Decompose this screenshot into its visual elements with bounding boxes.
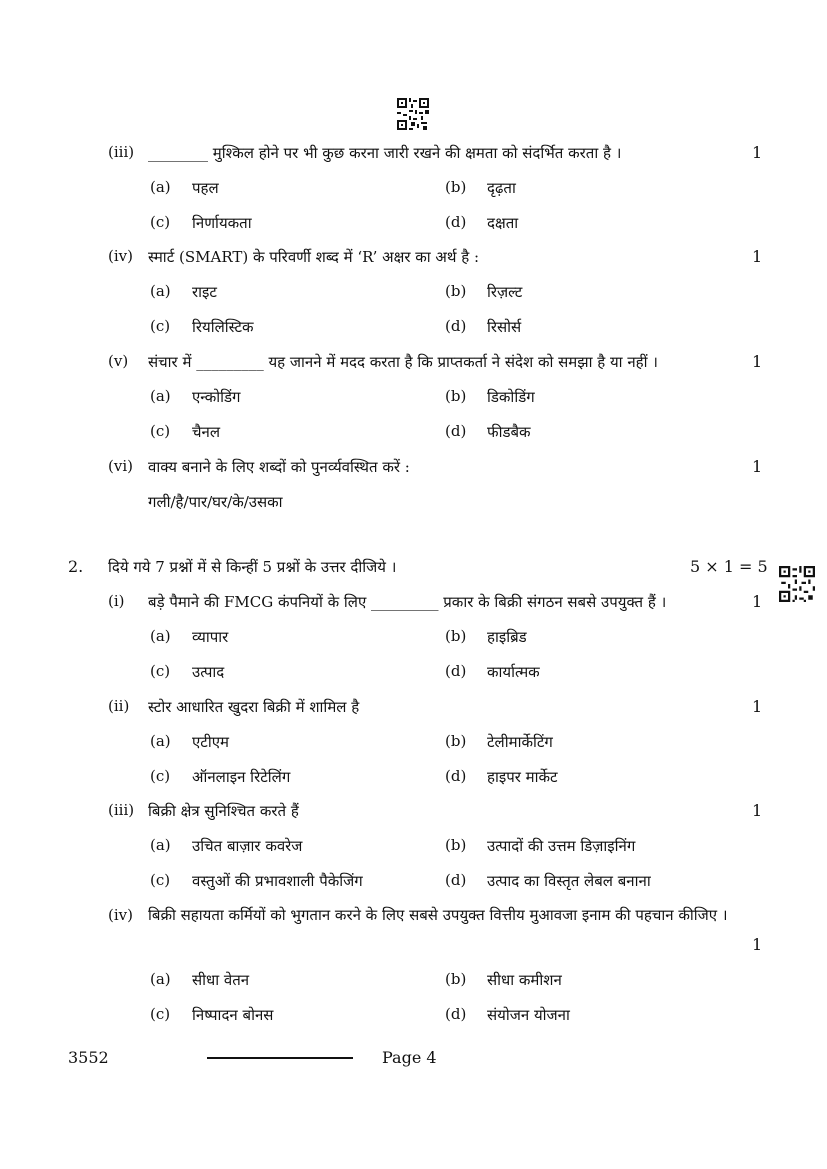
option-text: हाइब्रिड: [487, 628, 527, 646]
question-text: संचार में _________ यह जानने में मदद करता है कि प्राप्तकर्ता ने संदेश को समझा है या नहीं ।: [148, 353, 658, 371]
option-label: (a): [150, 970, 171, 988]
question-number: (ii): [108, 697, 130, 715]
question-marks: 1: [752, 143, 763, 162]
option-text: पहल: [192, 179, 219, 197]
option-text: दृढ़ता: [487, 179, 516, 197]
question-number: (v): [108, 352, 129, 370]
option-label: (c): [150, 871, 171, 889]
option-label: (d): [445, 422, 467, 440]
question-number: (iii): [108, 143, 135, 161]
question-marks: 1: [752, 457, 763, 476]
option-text: डिकोडिंग: [487, 388, 535, 406]
question-marks: 1: [752, 801, 763, 820]
option-label: (b): [445, 627, 467, 645]
option-text: निष्पादन बोनस: [192, 1006, 274, 1024]
question-marks: 1: [752, 697, 763, 716]
section-instruction: दिये गये 7 प्रश्नों में से किन्हीं 5 प्रश्नों के उत्तर दीजिये ।: [108, 558, 397, 576]
option-text: ऑनलाइन रिटेलिंग: [192, 768, 291, 786]
option-label: (d): [445, 871, 467, 889]
option-label: (a): [150, 178, 171, 196]
question-marks: 1: [752, 592, 763, 611]
option-text: व्यापार: [192, 628, 229, 646]
page-number: Page 4: [382, 1048, 437, 1067]
option-text: राइट: [192, 283, 217, 301]
question-text: बिक्री सहायता कर्मियों को भुगतान करने के लिए सबसे उपयुक्त वित्तीय मुआवजा इनाम की पहचान कीजिए ।: [148, 906, 728, 924]
option-text: कार्यात्मक: [487, 663, 540, 681]
question-number: (iv): [108, 906, 133, 924]
option-label: (c): [150, 213, 171, 231]
question-text: स्मार्ट (SMART) के परिवर्णी शब्द में ‘R’ अक्षर का अर्थ है :: [148, 248, 479, 266]
option-label: (a): [150, 836, 171, 854]
option-label: (b): [445, 387, 467, 405]
option-text: हाइपर मार्केट: [487, 768, 558, 786]
option-text: चैनल: [192, 423, 221, 441]
option-text: रियलिस्टिक: [192, 318, 254, 336]
question-text: ________ मुश्किल होने पर भी कुछ करना जारी रखने की क्षमता को संदर्भित करता है ।: [148, 144, 622, 162]
option-label: (d): [445, 1005, 467, 1023]
option-text: एटीएम: [192, 733, 230, 751]
option-label: (a): [150, 732, 171, 750]
option-label: (c): [150, 662, 171, 680]
option-label: (a): [150, 282, 171, 300]
option-label: (a): [150, 387, 171, 405]
option-text: सीधा कमीशन: [487, 971, 562, 989]
option-label: (b): [445, 178, 467, 196]
jumbled-words: गली/है/पार/घर/के/उसका: [148, 493, 283, 511]
question-number: (iv): [108, 247, 133, 265]
option-label: (d): [445, 767, 467, 785]
option-text: टेलीमार्केटिंग: [487, 733, 553, 751]
footer-divider: [207, 1057, 353, 1059]
paper-code: 3552: [68, 1048, 109, 1067]
option-text: उत्पादों की उत्तम डिज़ाइनिंग: [487, 837, 636, 855]
option-label: (b): [445, 836, 467, 854]
option-label: (a): [150, 627, 171, 645]
option-label: (d): [445, 213, 467, 231]
question-number: (iii): [108, 801, 135, 819]
option-label: (b): [445, 970, 467, 988]
option-text: संयोजन योजना: [487, 1006, 570, 1024]
option-text: वस्तुओं की प्रभावशाली पैकेजिंग: [192, 872, 363, 890]
option-label: (b): [445, 282, 467, 300]
option-label: (c): [150, 1005, 171, 1023]
option-text: दक्षता: [487, 214, 519, 232]
option-label: (d): [445, 662, 467, 680]
option-text: रिज़ल्ट: [487, 283, 523, 301]
question-marks: 1: [752, 352, 763, 371]
question-text: बिक्री क्षेत्र सुनिश्चित करते हैं: [148, 802, 299, 820]
section-number: 2.: [68, 557, 84, 576]
qr-code-top: [397, 98, 429, 130]
option-label: (c): [150, 422, 171, 440]
option-text: उत्पाद: [192, 663, 225, 681]
option-label: (d): [445, 317, 467, 335]
option-label: (c): [150, 317, 171, 335]
option-text: उत्पाद का विस्तृत लेबल बनाना: [487, 872, 651, 890]
question-text: वाक्य बनाने के लिए शब्दों को पुनर्व्यवस्थित करें :: [148, 458, 410, 476]
section-marks: 5 × 1 = 5: [690, 557, 768, 576]
option-label: (c): [150, 767, 171, 785]
option-text: एन्कोडिंग: [192, 388, 241, 406]
question-text: बड़े पैमाने की FMCG कंपनियों के लिए _________ प्रकार के बिक्री संगठन सबसे उपयुक्त हैं ।: [148, 593, 667, 611]
option-text: सीधा वेतन: [192, 971, 250, 989]
qr-code-side: [779, 566, 815, 602]
option-text: निर्णायकता: [192, 214, 252, 232]
question-marks: 1: [752, 247, 763, 266]
question-text: स्टोर आधारित खुदरा बिक्री में शामिल है: [148, 698, 360, 716]
question-number: (vi): [108, 457, 133, 475]
option-text: फीडबैक: [487, 423, 531, 441]
option-label: (b): [445, 732, 467, 750]
question-number: (i): [108, 592, 125, 610]
option-text: उचित बाज़ार कवरेज: [192, 837, 303, 855]
option-text: रिसोर्स: [487, 318, 522, 336]
question-marks: 1: [752, 935, 763, 954]
